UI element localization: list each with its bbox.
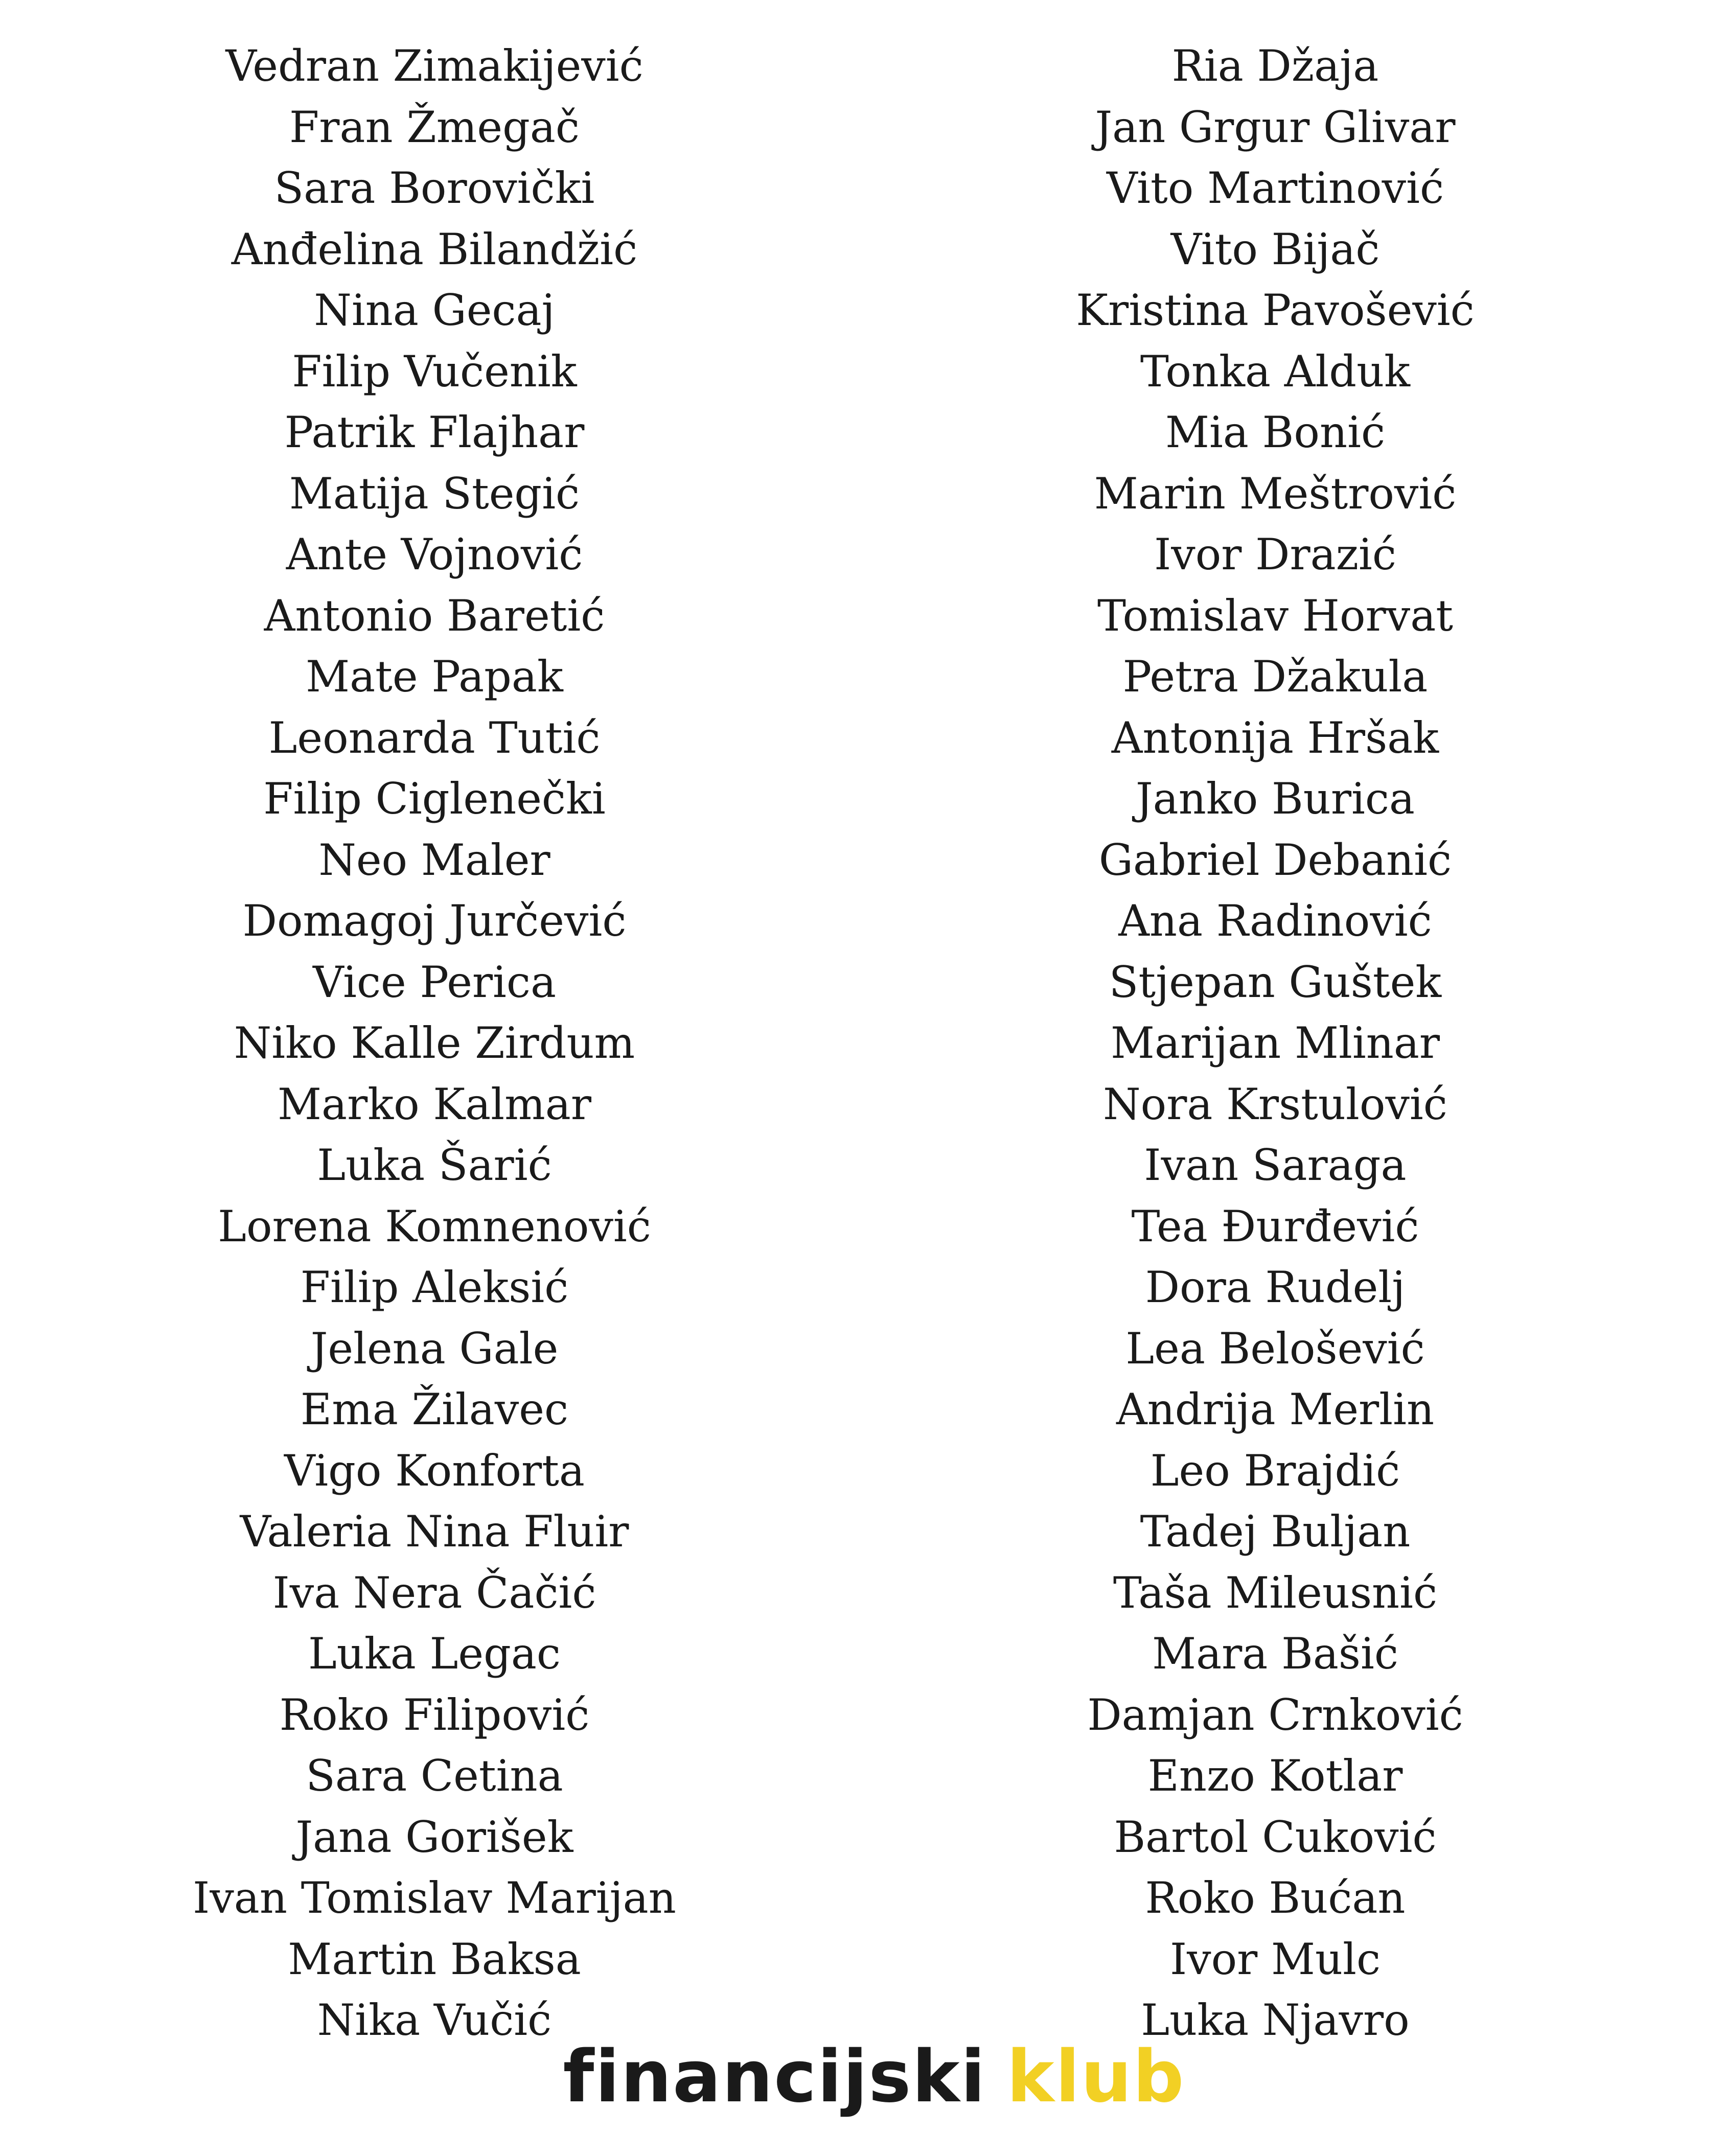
name-entry: Lorena Komnenović — [218, 1201, 651, 1251]
name-entry: Luka Legac — [308, 1629, 561, 1679]
name-entry: Vice Perica — [312, 957, 557, 1007]
name-entry: Anđelina Bilandžić — [231, 224, 638, 274]
name-entry: Stjepan Guštek — [1109, 957, 1442, 1007]
name-entry: Vigo Konforta — [284, 1445, 585, 1496]
name-entry: Domagoj Jurčević — [242, 896, 627, 946]
name-entry: Kristina Pavošević — [1076, 285, 1475, 335]
name-entry: Sara Borovički — [274, 163, 595, 213]
name-entry: Gabriel Debanić — [1098, 834, 1452, 885]
name-entry: Neo Maler — [318, 834, 550, 885]
name-entry: Mara Bašić — [1152, 1629, 1398, 1679]
name-entry: Antonio Baretić — [264, 590, 605, 641]
name-entry: Marijan Mlinar — [1110, 1018, 1440, 1068]
name-entry: Petra Džakula — [1122, 652, 1428, 702]
name-entry: Tomislav Horvat — [1097, 590, 1454, 641]
name-entry: Jana Gorišek — [295, 1812, 573, 1862]
name-entry: Enzo Kotlar — [1147, 1751, 1403, 1801]
name-entry: Vito Martinović — [1107, 163, 1444, 213]
financijski-klub-logo — [563, 2035, 1185, 2149]
name-entry: Tea Đurđević — [1131, 1201, 1419, 1251]
name-entry: Tadej Buljan — [1140, 1506, 1411, 1557]
name-entry: Mate Papak — [306, 652, 563, 702]
name-entry: Marko Kalmar — [277, 1079, 591, 1129]
name-entry: Jan Grgur Glivar — [1095, 102, 1456, 152]
name-entry: Damjan Crnković — [1087, 1689, 1463, 1740]
name-entry: Ema Žilavec — [300, 1384, 569, 1434]
name-entry: Nora Krstulović — [1103, 1079, 1447, 1129]
name-entry: Ivor Mulc — [1169, 1934, 1381, 1984]
name-entry: Roko Filipović — [279, 1689, 590, 1740]
name-entry: Luka Šarić — [317, 1140, 552, 1190]
name-entry: Antonija Hršak — [1111, 712, 1439, 763]
name-entry: Tonka Alduk — [1140, 346, 1411, 397]
name-entry: Dora Rudelj — [1145, 1262, 1406, 1312]
name-entry: Fran Žmegač — [289, 102, 580, 152]
name-entry: Nika Vučić — [317, 1995, 552, 2045]
name-entry: Mia Bonić — [1165, 407, 1385, 457]
name-entry: Bartol Cuković — [1114, 1812, 1437, 1862]
name-entry: Nina Gecaj — [314, 285, 555, 335]
name-entry: Jelena Gale — [310, 1323, 559, 1374]
name-entry: Matija Stegić — [289, 468, 580, 519]
name-entry: Iva Nera Čačić — [272, 1567, 596, 1618]
name-entry: Ana Radinović — [1118, 896, 1432, 946]
name-entry: Filip Vučenik — [292, 346, 577, 397]
name-entry: Valeria Nina Fluir — [240, 1506, 629, 1557]
name-entry: Ivan Saraga — [1144, 1140, 1407, 1190]
names-list-left — [153, 36, 716, 2051]
logo-word-financijski: financijski — [563, 2035, 986, 2119]
names-list-right — [994, 36, 1556, 2051]
name-entry: Ivor Drazić — [1154, 529, 1396, 579]
name-entry: Filip Aleksić — [300, 1262, 569, 1312]
name-entry: Luka Njavro — [1141, 1995, 1410, 2045]
name-entry: Janko Burica — [1136, 774, 1415, 824]
name-entry: Leonarda Tutić — [268, 712, 601, 763]
name-entry: Niko Kalle Zirdum — [234, 1018, 635, 1068]
name-entry: Martin Baksa — [288, 1934, 581, 1984]
name-entry: Ante Vojnović — [286, 529, 583, 579]
name-entry: Ria Džaja — [1171, 41, 1379, 91]
name-entry: Taša Mileusnić — [1113, 1567, 1438, 1618]
name-entry: Marin Meštrović — [1094, 468, 1457, 519]
name-entry: Ivan Tomislav Marijan — [193, 1873, 676, 1923]
name-entry: Leo Brajdić — [1150, 1445, 1400, 1496]
name-entry: Andrija Merlin — [1116, 1384, 1435, 1434]
name-entry: Patrik Flajhar — [284, 407, 585, 457]
name-entry: Filip Ciglenečki — [263, 774, 606, 824]
name-entry: Roko Bućan — [1145, 1873, 1406, 1923]
name-entry: Vito Bijač — [1170, 224, 1380, 274]
name-entry: Sara Cetina — [306, 1751, 563, 1801]
name-entry: Vedran Zimakijević — [225, 41, 643, 91]
logo-word-klub: klub — [1006, 2035, 1185, 2119]
name-entry: Lea Belošević — [1125, 1323, 1425, 1374]
